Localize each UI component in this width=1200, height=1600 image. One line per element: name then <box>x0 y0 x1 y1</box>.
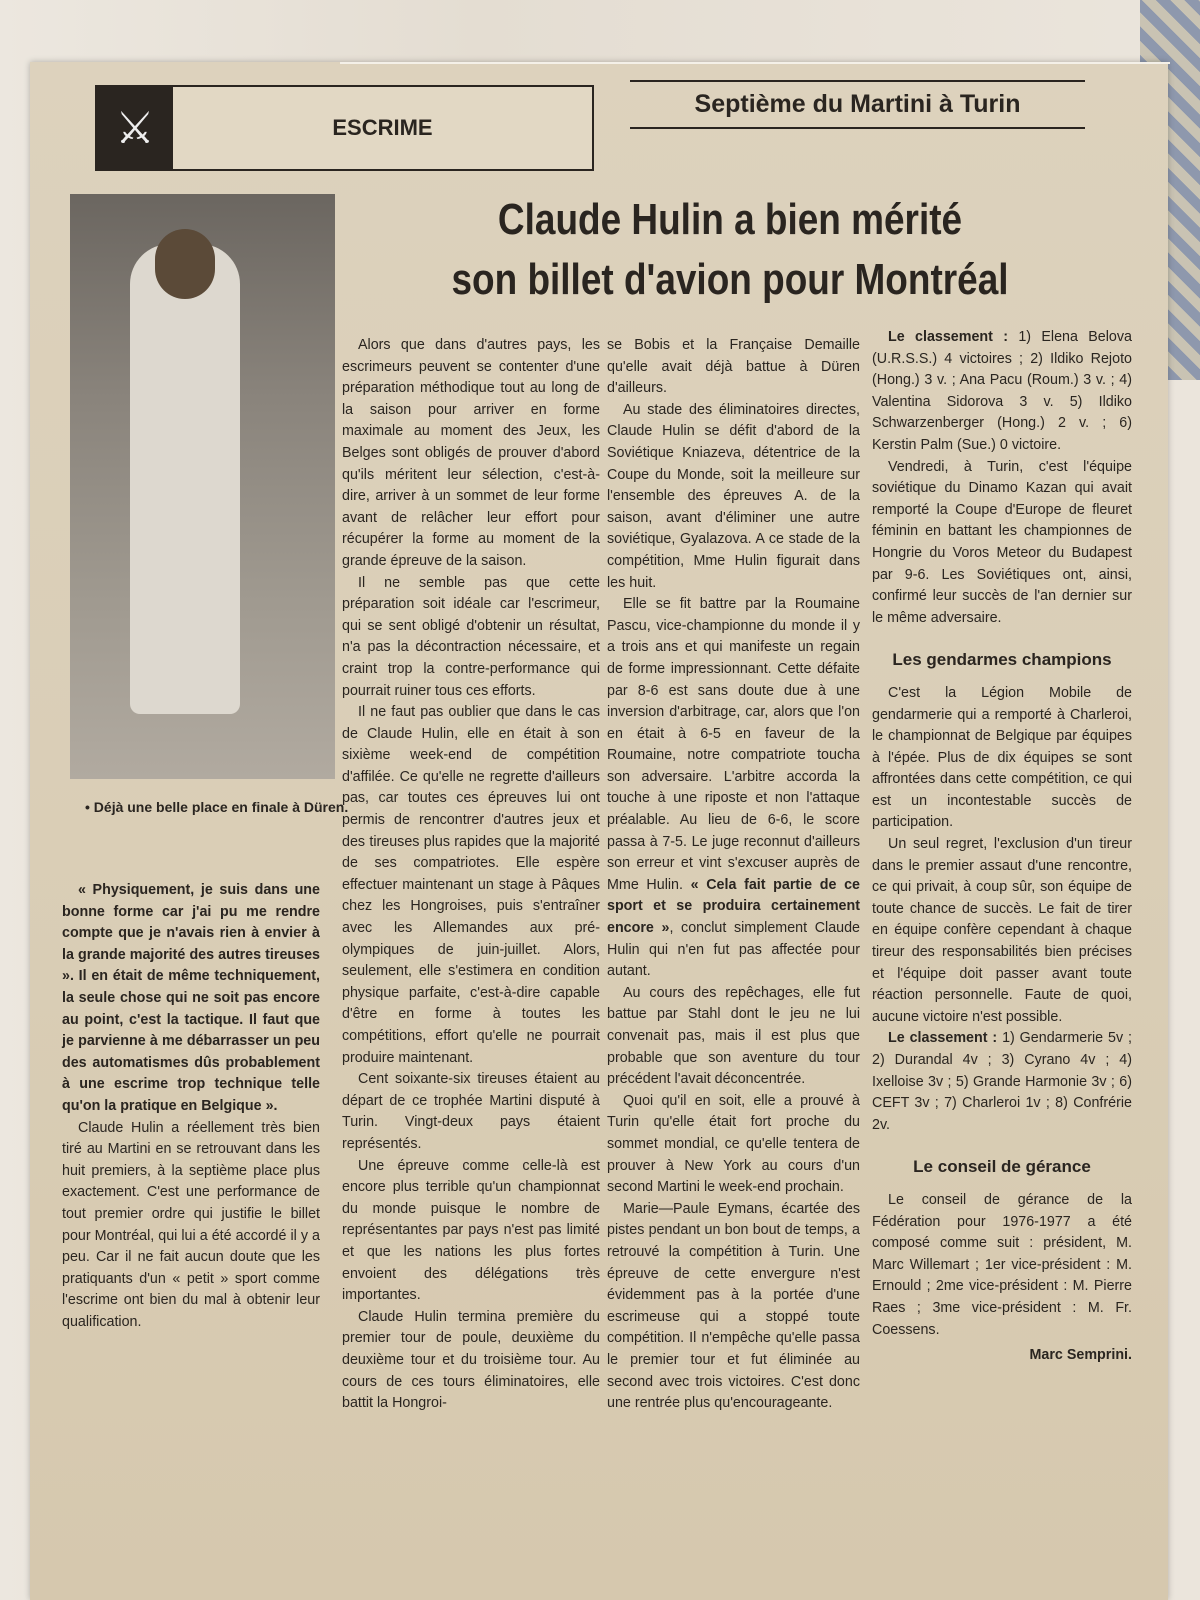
subheading: Les gendarmes champions <box>892 650 1112 670</box>
kicker-title: Septième du Martini à Turin <box>630 80 1085 129</box>
paragraph: Une épreuve comme celle-là est encore plus terrible qu'un championnat du monde puisque le nombre de représentantes par pays n'est pas limité et que les nations les plus fortes envoient des délégations très importantes. <box>342 1157 600 1304</box>
paragraph: Un seul regret, l'exclusion d'un tireur dans le premier assaut d'une rencontre, ce qui privait, à coup sûr, son équipe de toute chance de succès. Le fait de tirer en équipe confère cependant à chaque tireur des responsabilités bien précises et l'équipe doit passer avant toute réaction personnelle. Faute de quoi, aucune victoire n'est possible. <box>872 836 1132 1025</box>
text: , conclut simplement Claude Hulin qui n'en fut pas affectée pour autant. <box>607 920 861 980</box>
headline <box>360 190 1100 310</box>
headline-line-1: Claude Hulin a bien mérité <box>497 195 963 244</box>
fencer-figure <box>130 244 240 714</box>
paragraph <box>607 594 860 983</box>
quote: « Cela fait partie de ce sport et se produira certainement encore » <box>607 876 860 937</box>
author-signature: Marc Semprini. <box>1029 1347 1132 1364</box>
paper-edge <box>340 62 1170 64</box>
text: Elle se fit battre par la Roumaine Pascu, vice-championne du monde il y a trois ans et qui manifeste un regain de forme impressionnant. Cette défaite par 8-6 est sans doute due à une inversion d'arbitrage, car, alors que l'on en était à 6-5 en faveur de la Roumaine, notre compatriote toucha son adversaire. L'arbitre accorda la touche à une riposte et non l'attaque préalable. Au lieu de 6-6, le score passa à 7-5. Le juge reconnut d'ailleurs son erreur et vint s'excuser auprès de Mme Hulin. <box>607 596 860 893</box>
paragraph: Quoi qu'il en soit, elle a prouvé à Turin qu'elle était fort proche du sommet mondial, ce qu'elle tentera de prouver à New York au cours d'un second Martini le week-end prochain. <box>607 1092 860 1196</box>
newspaper-clipping <box>30 62 1168 1600</box>
quote-paragraph: « Physiquement, je suis dans une bonne forme car j'ai pu me rendre compte que je n'avais rien à envier à la grande majorité des autres tireuses ». Il en était de même techniquement, la seule chose qui ne soit pas encore au point, c'est la tactique. Il faut que je parvienne à me débarrasser un peu des automatismes dûs probablement à une escrime trop technique telle qu'on la pratique en Belgique ». <box>62 882 320 1114</box>
paragraph <box>872 1028 1132 1136</box>
paragraph: Au stade des éliminatoires directes, Claude Hulin se défit d'abord de la Soviétique Kniazeva, détentrice de la Coupe du Monde, soit la meilleure sur l'ensemble des épreuves A. de la saison, avant d'éliminer une autre soviétique, Gyalazova. A ce stade de la compétition, Mme Hulin figurait dans les huit. <box>607 401 860 591</box>
fencer-photo <box>70 194 335 779</box>
text: 1) Gendarmerie 5v ; 2) Durandal 4v ; 3) Cyrano 4v ; 4) Ixelloise 3v ; 5) Grande Harmonie 3v ; 6) CEFT 3v ; 7) Charleroi 1v ; 8) Confrérie 2v. <box>872 1030 1133 1133</box>
paragraph: Claude Hulin termina première du premier tour de poule, deuxième du deuxième tour et du troisième tour. Au cours de ces tours éliminatoires, elle battit la Hongroi- <box>342 1308 600 1412</box>
paragraph: Au cours des repêchages, elle fut battue par Stahl dont le jeu ne lui convenait pas, mais il est plus que probable que son aventure du tour précédent l'avait déconcentrée. <box>607 984 860 1088</box>
column-2 <box>342 335 600 1415</box>
section-title: ESCRIME <box>332 115 433 140</box>
paragraph: Claude Hulin a réellement très bien tiré au Martini en se retrouvant dans les huit premiers, à la septième place plus exactement. C'est une performance de tout premier ordre qui justifie le billet pour Montréal, qui lui a été accordé il y a peu. Car il ne fait aucun doute que les pratiquants d'un « petit » sport comme l'escrime ont bien du mal à obtenir leur qualification. <box>62 1119 320 1330</box>
photo-caption: • Déjà une belle place en finale à Düren. <box>85 799 349 815</box>
lead: Le classement : <box>888 329 1008 345</box>
paragraph: Alors que dans d'autres pays, les escrimeurs peuvent se contenter d'une préparation méthodique tout au long de la saison pour arriver en forme maximale au moment des Jeux, les Belges sont obligés de prouver d'abord qu'ils méritent leur sélection, c'est-à-dire, arriver à un sommet de leur forme avant de relâcher leur effort pour récupérer la forme au moment de la grande épreuve de la saison. <box>342 337 600 569</box>
paragraph: se Bobis et la Française Demaille qu'elle avait déjà battue à Düren d'ailleurs. <box>607 337 860 397</box>
section-header <box>95 85 594 171</box>
paragraph: C'est la Légion Mobile de gendarmerie qui a remporté à Charleroi, le championnat de Belgique par équipes à l'épée. Plus de dix équipes se sont affrontées dans cette compétition, ce qui est un incontestable succès de participation. <box>872 684 1132 831</box>
paragraph: Il ne semble pas que cette préparation soit idéale car l'escrimeur, qui se sent obligé d'obtenir un résultat, n'a pas la décontraction nécessaire, et craint trop la contre-performance qui pourrait ruiner tous ces efforts. <box>342 574 600 699</box>
column-3 <box>607 335 860 1415</box>
paragraph: Le conseil de gérance de la Fédération pour 1976-1977 a été composé comme suit : président, M. Marc Willemart ; 1er vice-président : M. Ernould ; 2me vice-président : M. Pierre Raes ; 3me vice-président : M. Fr. Coessens. <box>872 1191 1132 1338</box>
text: 1) Elena Belova (U.R.S.S.) 4 victoires ; 2) Ildiko Rejoto (Hong.) 3 v. ; Ana Pacu (Roum.) 3 v. ; 4) Valentina Sidorova 3 v. 5) Ildiko Schwarzenberger (Hong.) 2 v. ; 6) Kerstin Palm (Sue.) 0 victoire. <box>872 329 1132 453</box>
fencer-head <box>155 229 215 299</box>
paragraph: Vendredi, à Turin, c'est l'équipe soviétique du Dinamo Kazan qui avait remporté la Coupe d'Europe de fleuret féminin en battant les championnes de Hongrie du Voros Meteor du Budapest par 9-6. Les Soviétiques ont, ainsi, confirmé leur succès de l'an dernier sur le même adversaire. <box>872 458 1132 626</box>
fencers-icon: ⚔ <box>97 87 173 169</box>
headline-line-2: son billet d'avion pour Montréal <box>451 255 1009 304</box>
paragraph: Cent soixante-six tireuses étaient au départ de ce trophée Martini disputé à Turin. Vingt-deux pays étaient représentés. <box>342 1071 600 1152</box>
paragraph <box>872 327 1132 457</box>
paragraph: Il ne faut pas oublier que dans le cas de Claude Hulin, elle en était à son sixième week-end de compétition d'affilée. Ce qu'elle ne regrette d'ailleurs pas, car toutes ces épreuves lui ont permis de rencontrer d'autres jeux et des tireuses plus rapides que la majorité de ses compatriotes. Elle espère effectuer maintenant un stage à Pâques chez les Hongroises, puis s'entraîner avec les Allemandes aux pré-olympiques de juin-juillet. Alors, seulement, elle s'estimera en condition physique parfaite, c'est-à-dire capable d'être en forme à toutes les compétitions, effort qu'elle ne pourrait produire maintenant. <box>342 704 600 1066</box>
column-1 <box>62 880 320 1333</box>
subheading: Le conseil de gérance <box>913 1157 1091 1177</box>
column-4 <box>872 327 1132 1367</box>
lead: Le classement : <box>888 1030 998 1047</box>
paragraph: Marie—Paule Eymans, écartée des pistes pendant un bon bout de temps, a retrouvé la compétition à Turin. Une épreuve de cette envergure n'est évidemment pas à la portée d'une escrimeuse qui a stoppé toute compétition. Il n'empêche qu'elle passa le premier tour et fut éliminée au second avec trois victoires. C'est donc une rentrée plus qu'encourageante. <box>607 1200 860 1412</box>
